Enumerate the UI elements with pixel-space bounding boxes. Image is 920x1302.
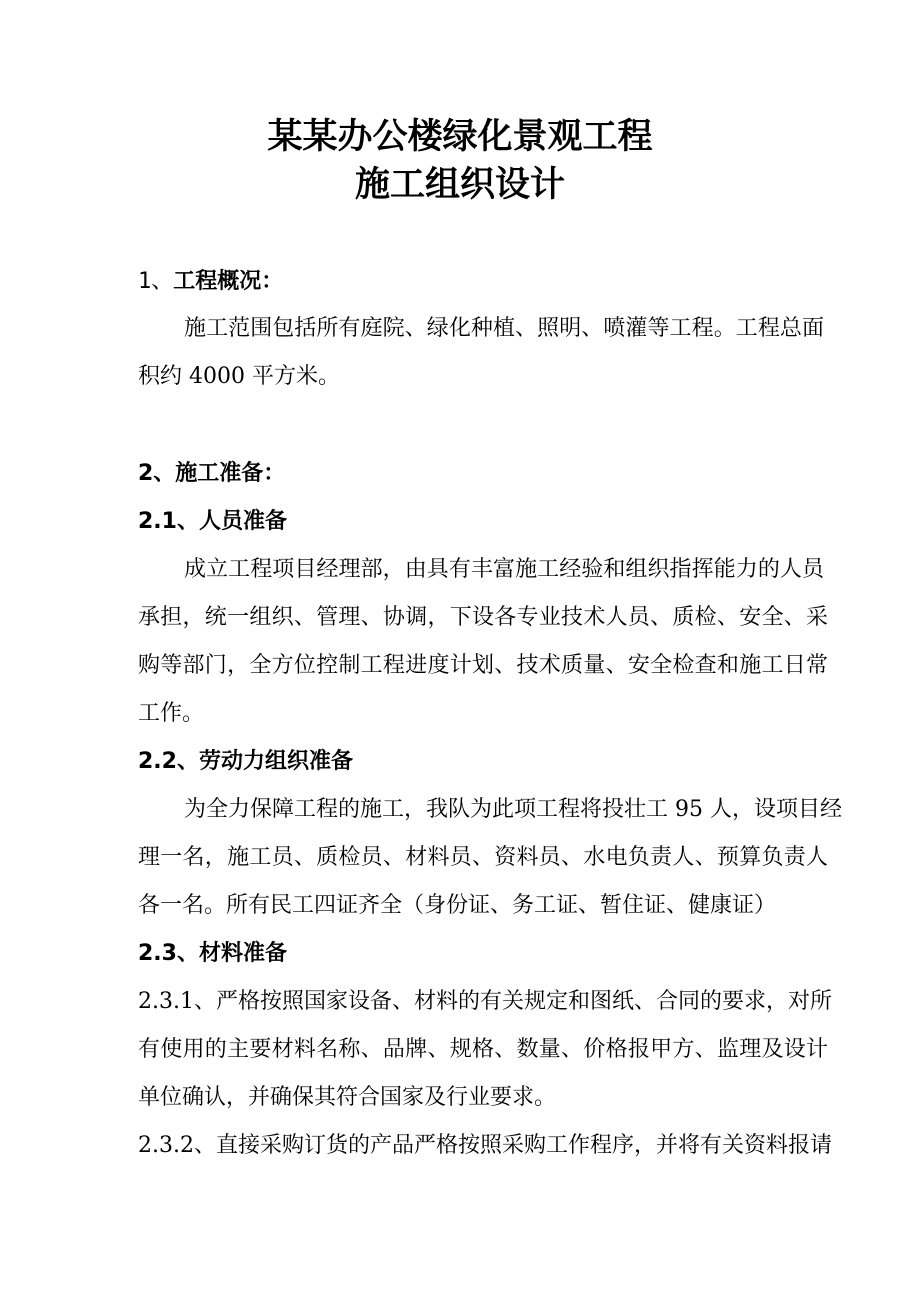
section-1-heading [138, 267, 828, 297]
paragraph-line: 购等部门，全方位控制工程进度计划、技术质量、安全检查和施工日常 [138, 653, 828, 678]
paragraph-line: 有使用的主要材料名称、品牌、规格、数量、价格报甲方、监理及设计 [138, 1037, 828, 1062]
paragraph-line: 各一名。所有民工四证齐全（身份证、务工证、暂住证、健康证） [138, 893, 777, 918]
paragraph-line: 施工范围包括所有庭院、绿化种植、照明、喷灌等工程。工程总面 [184, 316, 824, 341]
paragraph-line: 工作。 [138, 701, 205, 726]
section-2-3-heading: 2.3、材料准备 [138, 941, 287, 966]
section-2-heading: 2、施工准备： [138, 461, 286, 486]
section-2-1-heading: 2.1、人员准备 [138, 509, 287, 534]
document-subtitle: 施工组织设计 [354, 165, 565, 205]
paragraph-line: 承担，统一组织、管理、协调，下设各专业技术人员、质检、安全、采 [138, 605, 828, 630]
section-1-title: 工程概况： [173, 269, 284, 294]
paragraph-line: 成立工程项目经理部，由具有丰富施工经验和组织指挥能力的人员 [184, 557, 824, 582]
paragraph-line: 2.3.2、直接采购订货的产品严格按照采购工作程序，并将有关资料报请 [138, 1133, 832, 1158]
paragraph-line: 单位确认，并确保其符合国家及行业要求。 [138, 1085, 557, 1110]
paragraph-line: 为全力保障工程的施工，我队为此项工程将投壮工 95 人，设项目经 [184, 797, 842, 822]
document-title: 某某办公楼绿化景观工程 [267, 117, 653, 157]
paragraph-line: 理一名，施工员、质检员、材料员、资料员、水电负责人、预算负责人 [138, 845, 828, 870]
paragraph-line: 积约 4000 平方米。 [138, 364, 340, 389]
section-1-number: 1、 [138, 269, 174, 294]
paragraph-line: 2.3.1、严格按照国家设备、材料的有关规定和图纸、合同的要求，对所 [138, 989, 832, 1014]
section-2-2-heading: 2.2、劳动力组织准备 [138, 749, 353, 774]
